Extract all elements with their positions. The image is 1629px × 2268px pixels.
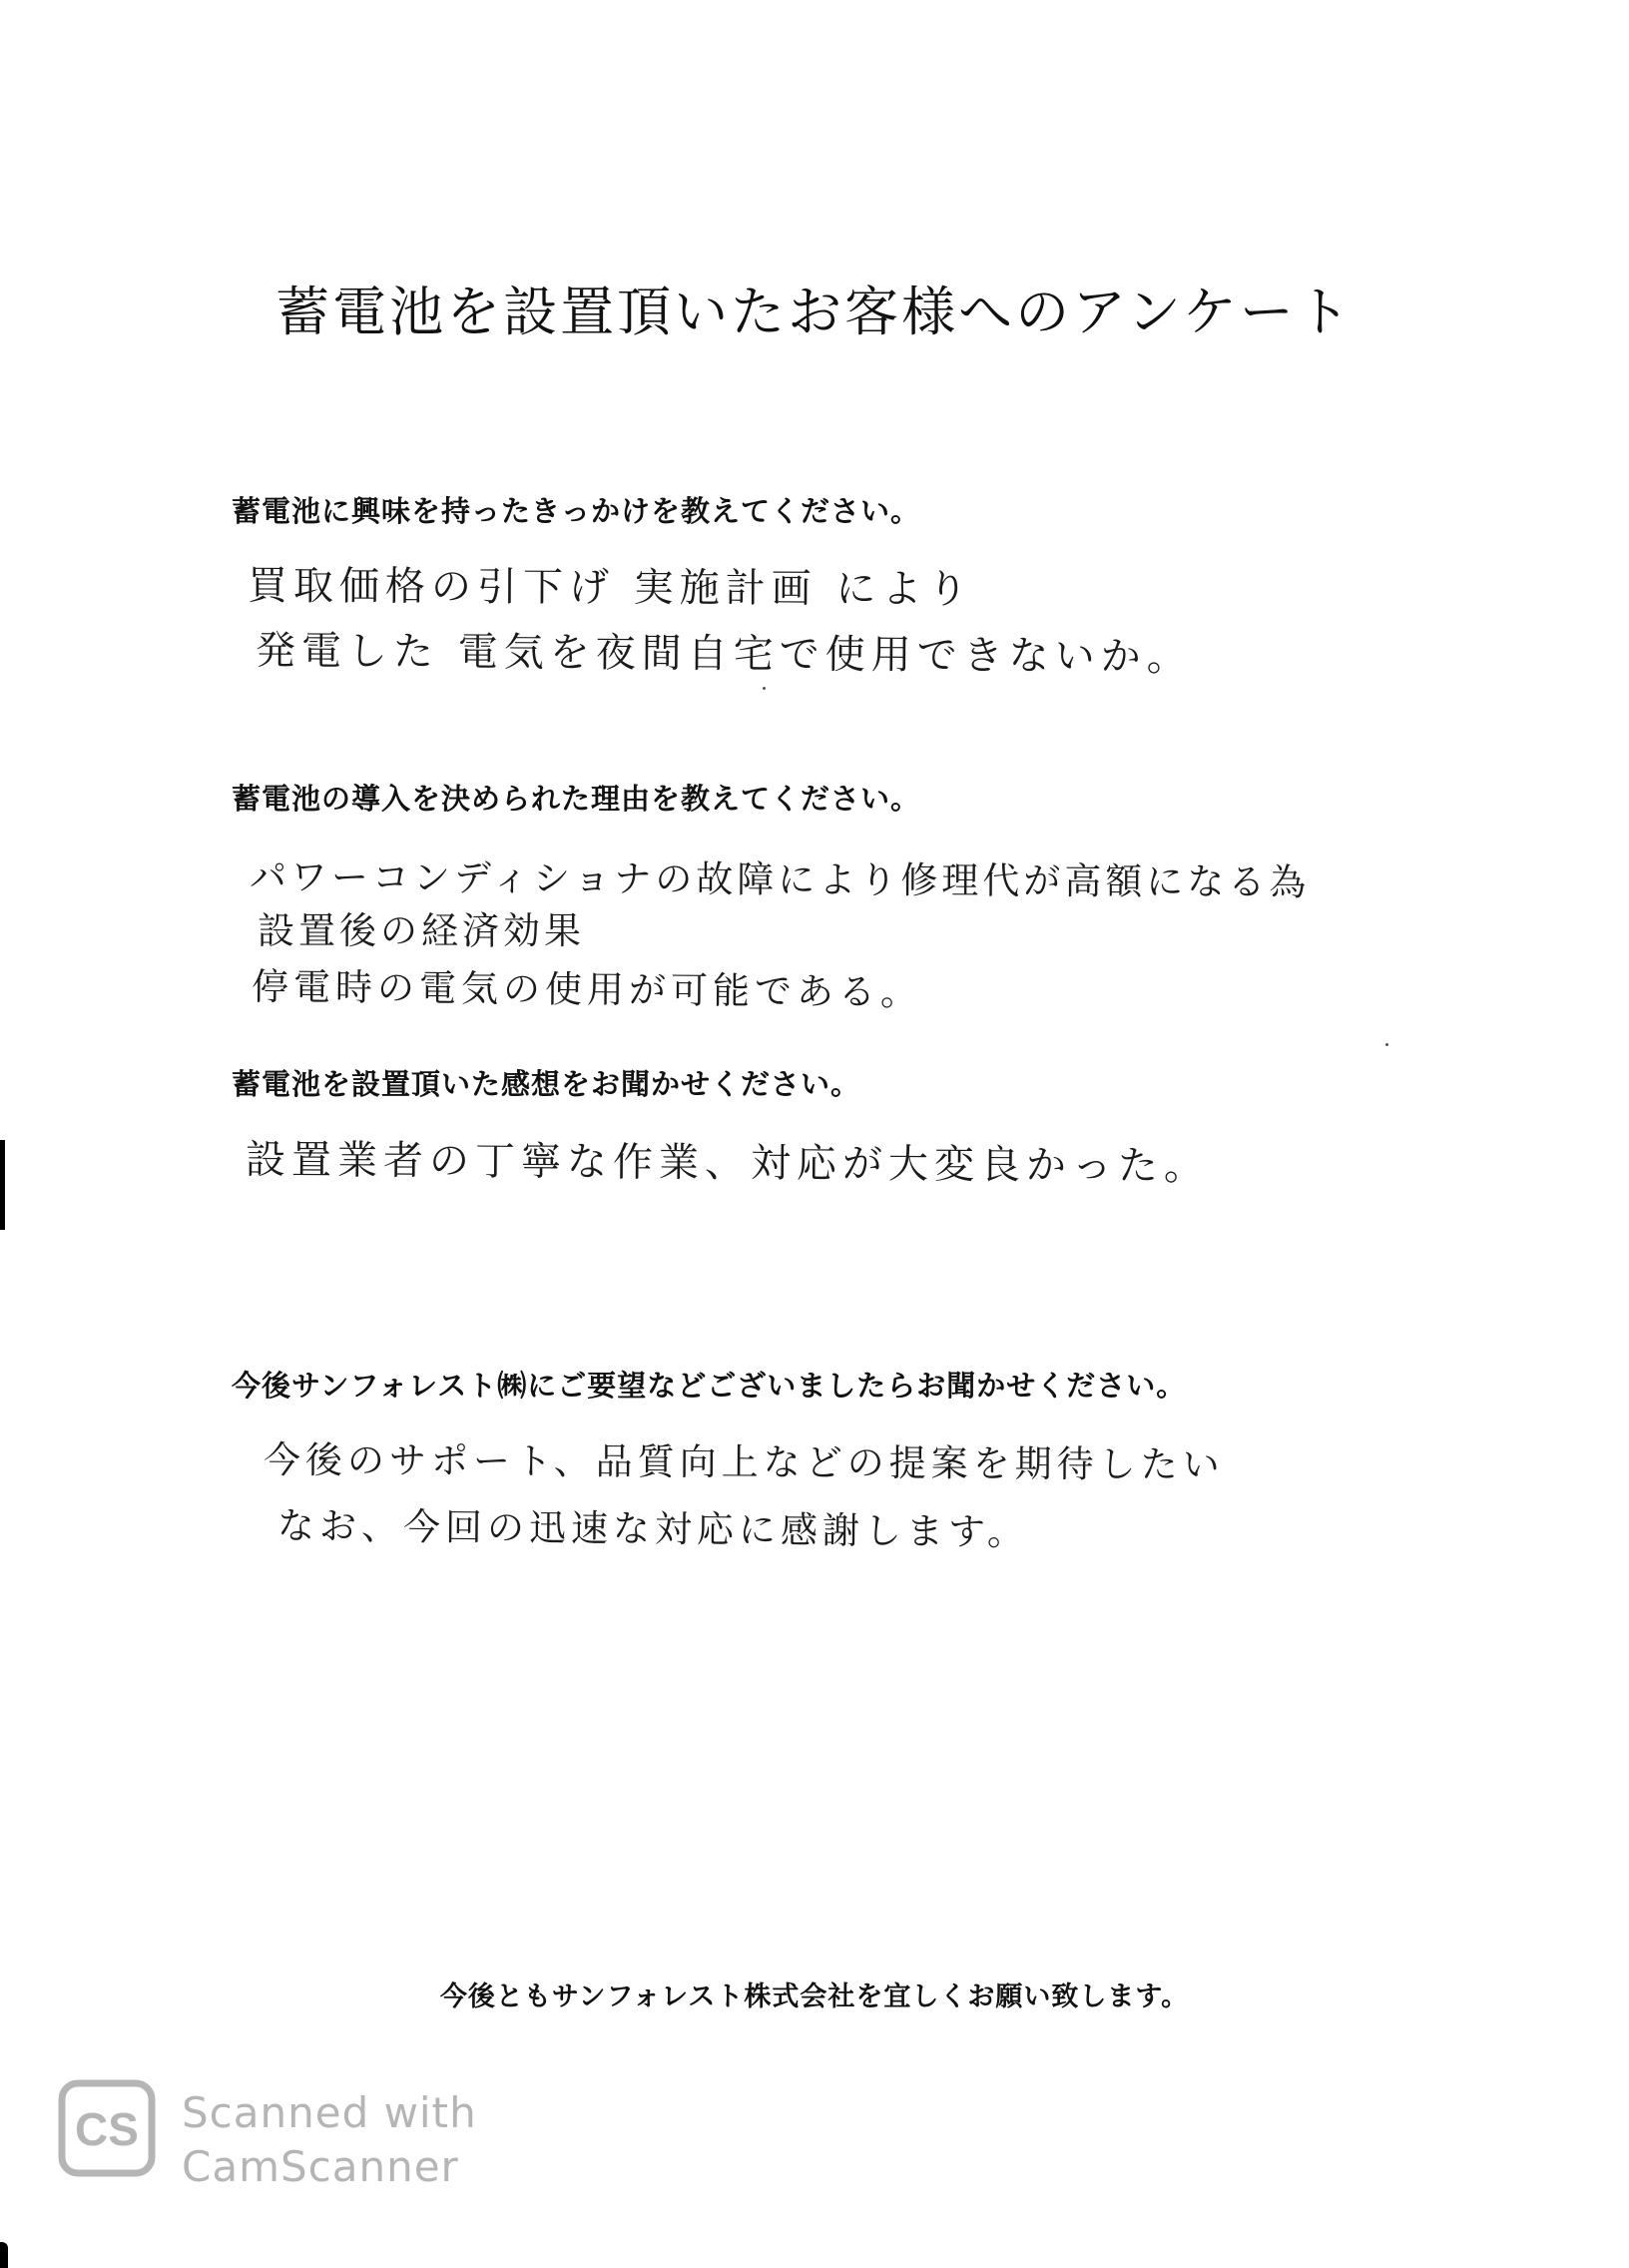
question-2: 蓄電池の導入を決められた理由を教えてください。 [232,782,921,816]
scan-corner-mark [0,2242,8,2268]
scan-speck [1385,1043,1388,1046]
question-4: 今後サンフォレスト㈱にご要望などございましたらお聞かせください。 [232,1369,1187,1403]
page-title: 蓄電池を設置頂いたお客様へのアンケート [275,281,1354,343]
answer-2-line-1: パワーコンディショナの故障により修理代が高額になる為 [249,855,1311,904]
answer-1-line-2: 発電した 電気を夜間自宅で使用できないか。 [255,628,1193,681]
question-3: 蓄電池を設置頂いた感想をお聞かせください。 [232,1067,861,1101]
answer-2-line-3: 停電時の電気の使用が可能である。 [251,965,923,1014]
question-1: 蓄電池に興味を持ったきっかけを教えてください。 [232,494,921,528]
answer-4-line-2: なお、今回の迅速な対応に感謝します。 [276,1504,1030,1554]
watermark-line-1: Scanned with [182,2088,477,2137]
closing-message: 今後ともサンフォレスト株式会社を宜しくお願い致します。 [439,1982,1190,2012]
answer-4-line-1: 今後のサポート、品質向上などの提案を期待したい [263,1438,1225,1487]
camscanner-logo-icon [58,2079,156,2177]
answer-1-line-1: 買取価格の引下げ 実施計画 により [247,563,974,613]
watermark-line-2: CamScanner [182,2142,459,2191]
answer-2-line-2: 設置後の経済効果 [258,909,585,952]
camscanner-logo-text: CS [75,2103,139,2155]
scan-speck [763,687,766,690]
answer-3-line-1: 設置業者の丁寧な作業、対応が大変良かった。 [245,1137,1211,1190]
scan-edge-mark [0,1140,5,1230]
